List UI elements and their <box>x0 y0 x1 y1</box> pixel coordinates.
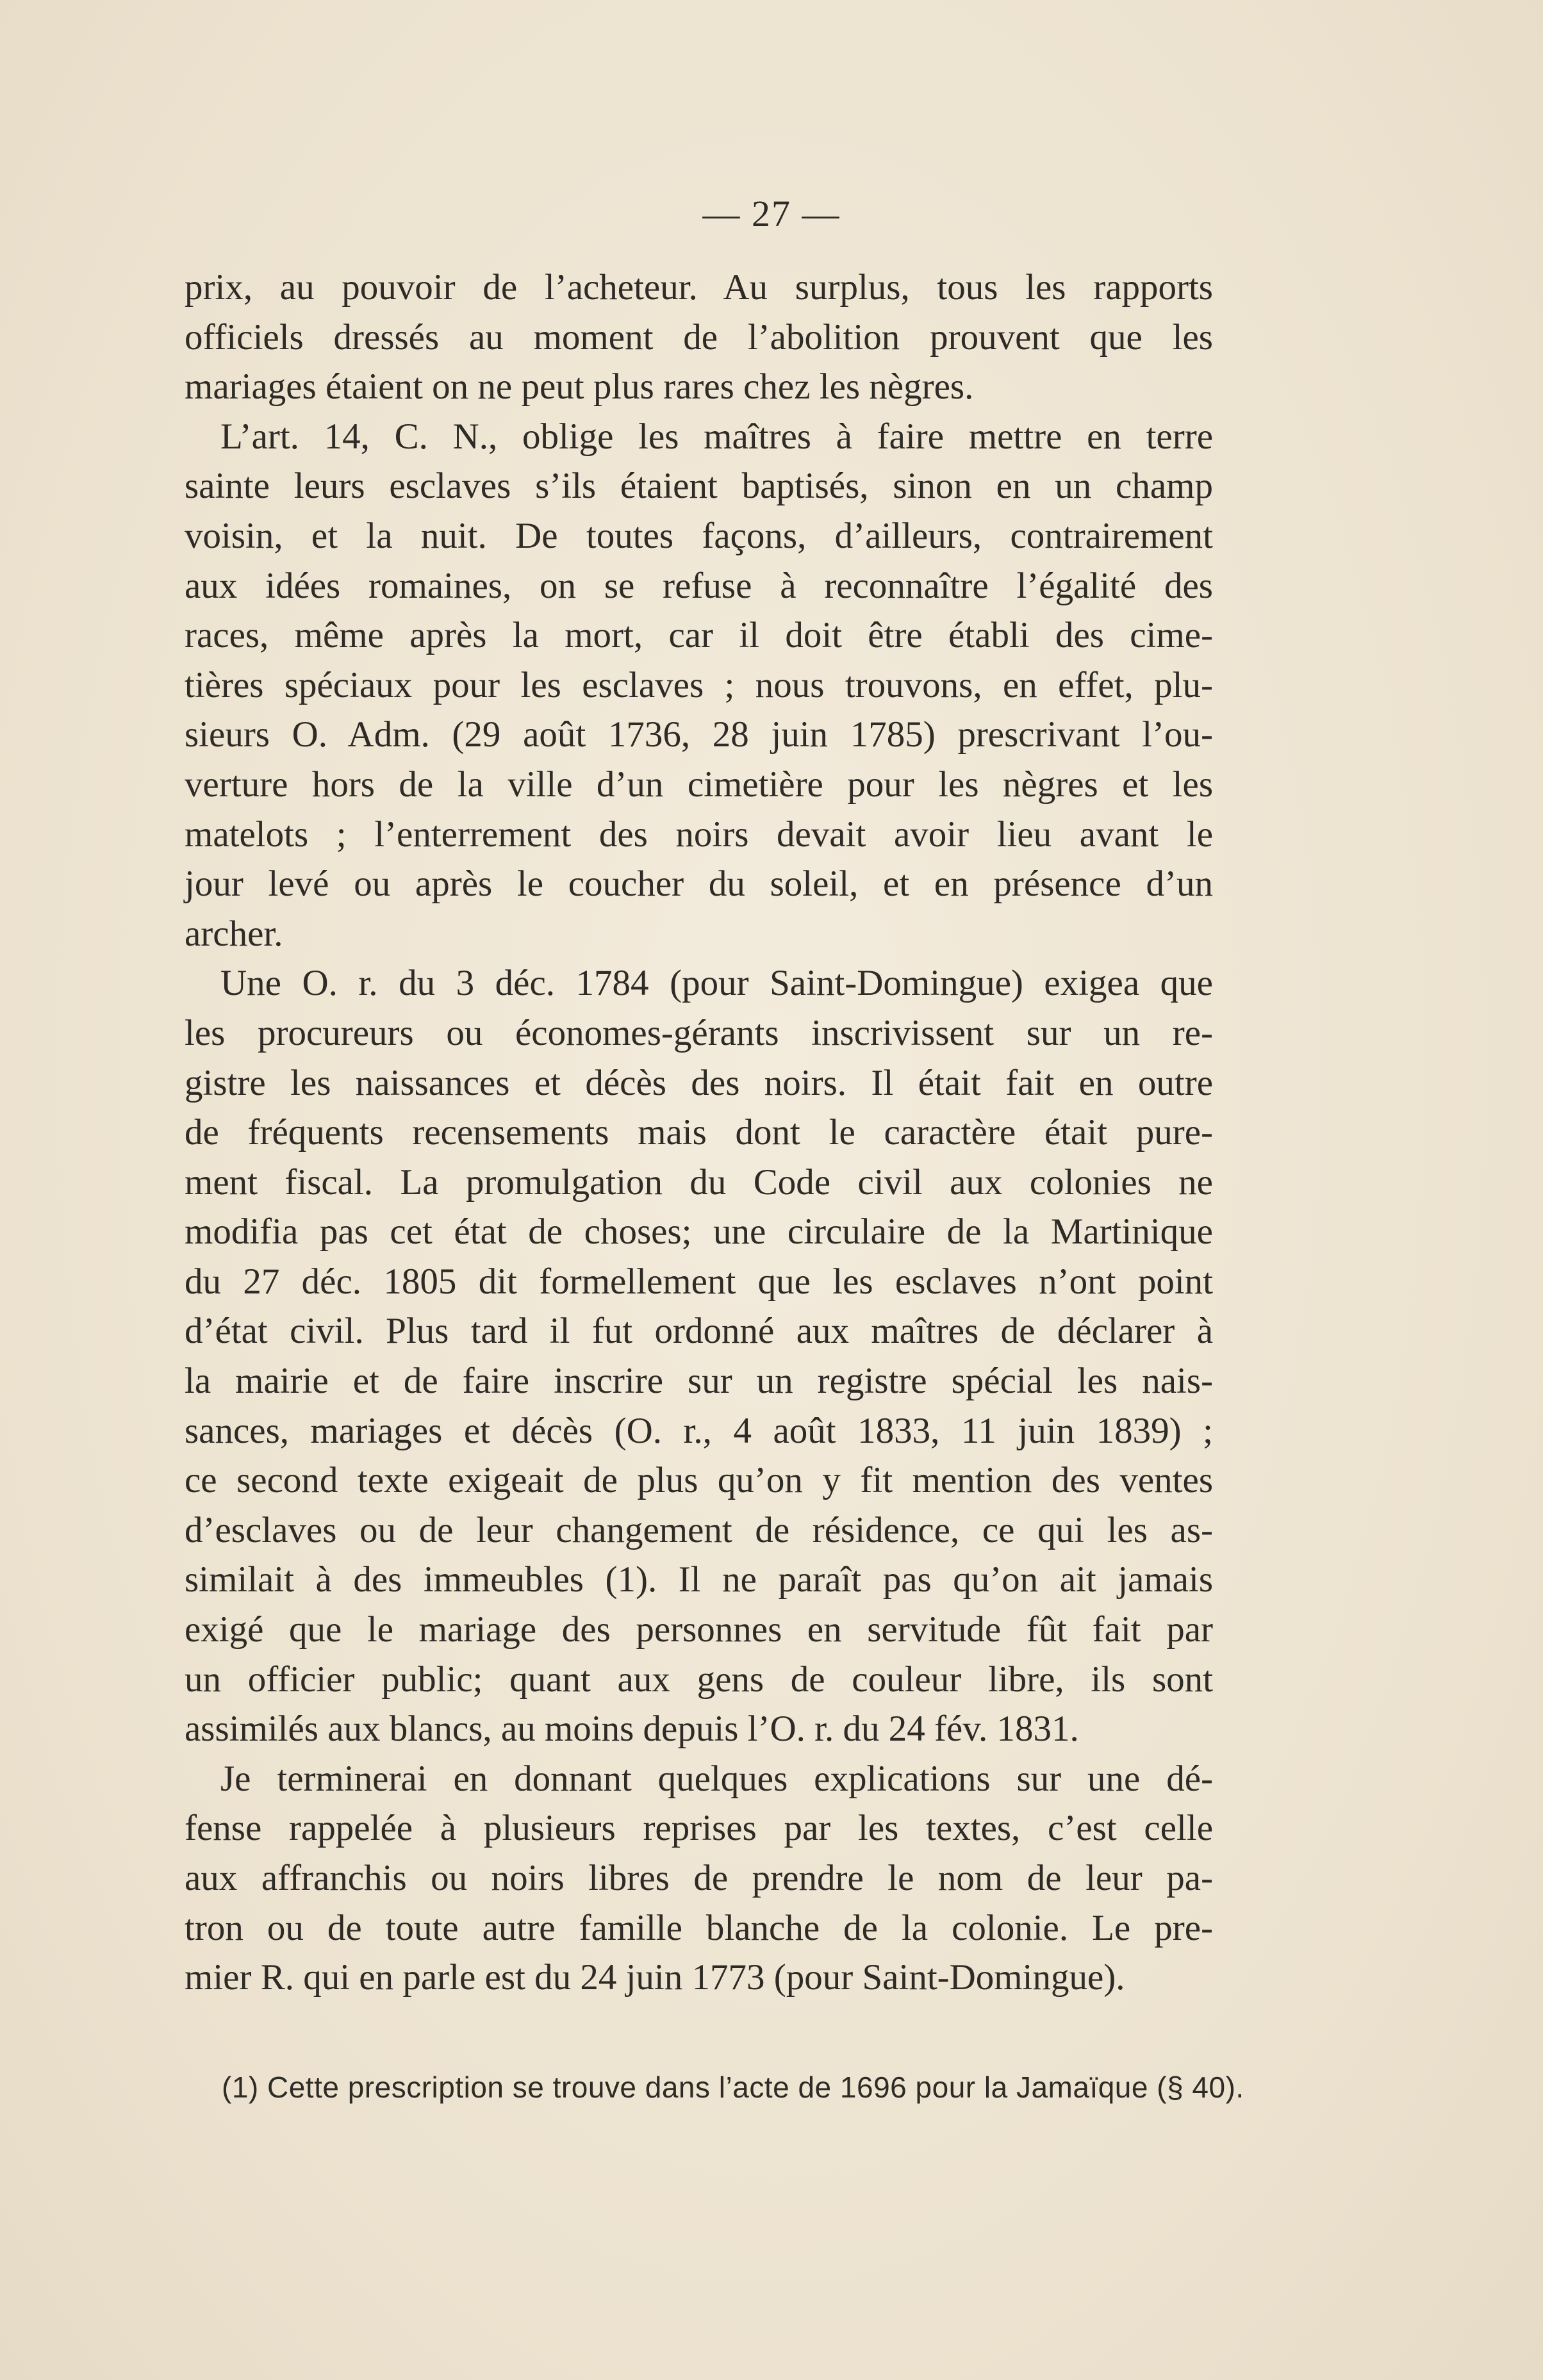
text-line: mier R. qui en parle est du 24 juin 1773 (pour Saint-Domingue). <box>185 1957 1125 1998</box>
text-line: ment fiscal. La promulgation du Code civil aux colonies ne <box>185 1161 1213 1202</box>
text-line: assimilés aux blancs, au moins depuis l’O. r. du 24 fév. 1831. <box>185 1709 1079 1750</box>
text-line: archer. <box>185 913 283 954</box>
text-line: sances, mariages et décès (O. r., 4 août 1833, 11 juin 1839) ; <box>185 1410 1213 1451</box>
text-line: un officier public; quant aux gens de couleur libre, ils sont <box>185 1659 1213 1700</box>
body-text <box>185 263 1213 2003</box>
text-line: sieurs O. Adm. (29 août 1736, 28 juin 1785) prescrivant l’ou- <box>185 714 1213 755</box>
text-line: d’esclaves ou de leur changement de résidence, ce qui les as- <box>185 1509 1213 1550</box>
text-line: modifia pas cet état de choses; une circulaire de la Martinique <box>185 1211 1213 1252</box>
page-number: — 27 — <box>702 193 841 234</box>
text-line: du 27 déc. 1805 dit formellement que les esclaves n’ont point <box>185 1261 1213 1302</box>
text-line: gistre les naissances et décès des noirs. Il était fait en outre <box>185 1062 1213 1103</box>
text-line: les procureurs ou économes-gérants inscrivissent sur un re- <box>185 1012 1213 1053</box>
text-line: Une O. r. du 3 déc. 1784 (pour Saint-Domingue) exigea que <box>220 963 1213 1004</box>
text-line: races, même après la mort, car il doit être établi des cime- <box>185 615 1213 656</box>
text-line: L’art. 14, C. N., oblige les maîtres à faire mettre en terre <box>220 416 1213 457</box>
text-line: prix, au pouvoir de l’acheteur. Au surplus, tous les rapports <box>185 267 1213 308</box>
text-line: Je terminerai en donnant quelques explications sur une dé- <box>220 1758 1213 1799</box>
text-line: similait à des immeubles (1). Il ne paraît pas qu’on ait jamais <box>185 1559 1213 1600</box>
paragraph <box>185 1754 1213 2003</box>
text-line: de fréquents recensements mais dont le caractère était pure- <box>185 1112 1213 1153</box>
text-line: d’état civil. Plus tard il fut ordonné aux maîtres de déclarer à <box>185 1311 1213 1352</box>
text-line: matelots ; l’enterrement des noirs devait avoir lieu avant le <box>185 814 1213 855</box>
text-line: ce second texte exigeait de plus qu’on y fit mention des ventes <box>185 1460 1213 1501</box>
text-line: sainte leurs esclaves s’ils étaient baptisés, sinon en un champ <box>185 466 1213 507</box>
text-line: verture hors de la ville d’un cimetière pour les nègres et les <box>185 764 1213 805</box>
text-line: fense rappelée à plusieurs reprises par les textes, c’est celle <box>185 1808 1213 1849</box>
paragraph <box>185 412 1213 959</box>
text-line: tières spéciaux pour les esclaves ; nous trouvons, en effet, plu- <box>185 664 1213 705</box>
text-line: officiels dressés au moment de l’abolition prouvent que les <box>185 316 1213 357</box>
text-line: voisin, et la nuit. De toutes façons, d’ailleurs, contrairement <box>185 515 1213 556</box>
text-line: aux affranchis ou noirs libres de prendre le nom de leur pa- <box>185 1858 1213 1898</box>
paragraph <box>185 263 1213 412</box>
footnote: (1) Cette prescription se trouve dans l’acte de 1696 pour la Jamaïque (§ 40). <box>222 2071 1244 2104</box>
text-line: mariages étaient on ne peut plus rares chez les nègres. <box>185 366 974 407</box>
text-line: jour levé ou après le coucher du soleil, et en présence d’un <box>185 864 1213 905</box>
paragraph <box>185 958 1213 1754</box>
text-line: aux idées romaines, on se refuse à reconnaître l’égalité des <box>185 565 1213 606</box>
text-line: la mairie et de faire inscrire sur un registre spécial les nais- <box>185 1361 1213 1402</box>
text-line: tron ou de toute autre famille blanche de la colonie. Le pre- <box>185 1907 1213 1948</box>
text-line: exigé que le mariage des personnes en servitude fût fait par <box>185 1609 1213 1650</box>
